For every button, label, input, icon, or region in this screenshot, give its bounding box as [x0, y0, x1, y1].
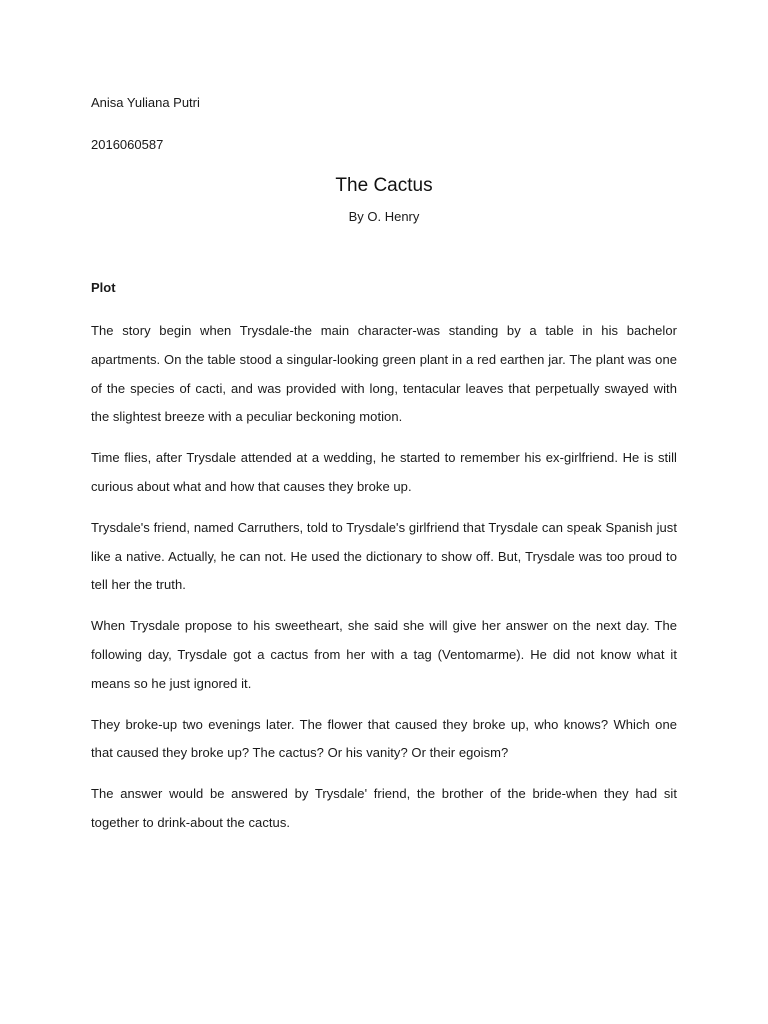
plot-body — [91, 317, 677, 850]
student-id: 2016060587 — [91, 137, 164, 152]
author-name: Anisa Yuliana Putri — [91, 95, 200, 110]
byline: By O. Henry — [348, 209, 420, 224]
paragraph: When Trysdale propose to his sweetheart, she said she will give her answer on the next day. The following day, Trysdale got a cactus from her with a tag (Ventomarme). He did not know what it means so he just ignored it. — [91, 618, 677, 691]
section-heading-plot: Plot — [91, 280, 116, 295]
paragraph: They broke-up two evenings later. The flower that caused they broke up, who knows? Which one that caused they broke up? The cactus? Or his vanity? Or their egoism? — [91, 716, 677, 761]
paragraph: The answer would be answered by Trysdale' friend, the brother of the bride-when they had sit together to drink-about the cactus. — [91, 786, 677, 830]
document-title: The Cactus — [335, 175, 433, 196]
paragraph: Trysdale's friend, named Carruthers, told to Trysdale's girlfriend that Trysdale can speak Spanish just like a native. Actually, he can not. He used the dictionary to show off. But, Trysdale was too proud to tell her the truth. — [91, 519, 677, 593]
paragraph: The story begin when Trysdale-the main character-was standing by a table in his bachelor apartments. On the table stood a singular-looking green plant in a red earthen jar. The plant was one of the species of cacti, and was provided with long, tentacular leaves that perpetually swayed with the slightest breeze with a peculiar beckoning motion. — [91, 323, 677, 425]
paragraph: Time flies, after Trysdale attended at a wedding, he started to remember his ex-girlfriend. He is still curious about what and how that causes they broke up. — [91, 450, 677, 494]
